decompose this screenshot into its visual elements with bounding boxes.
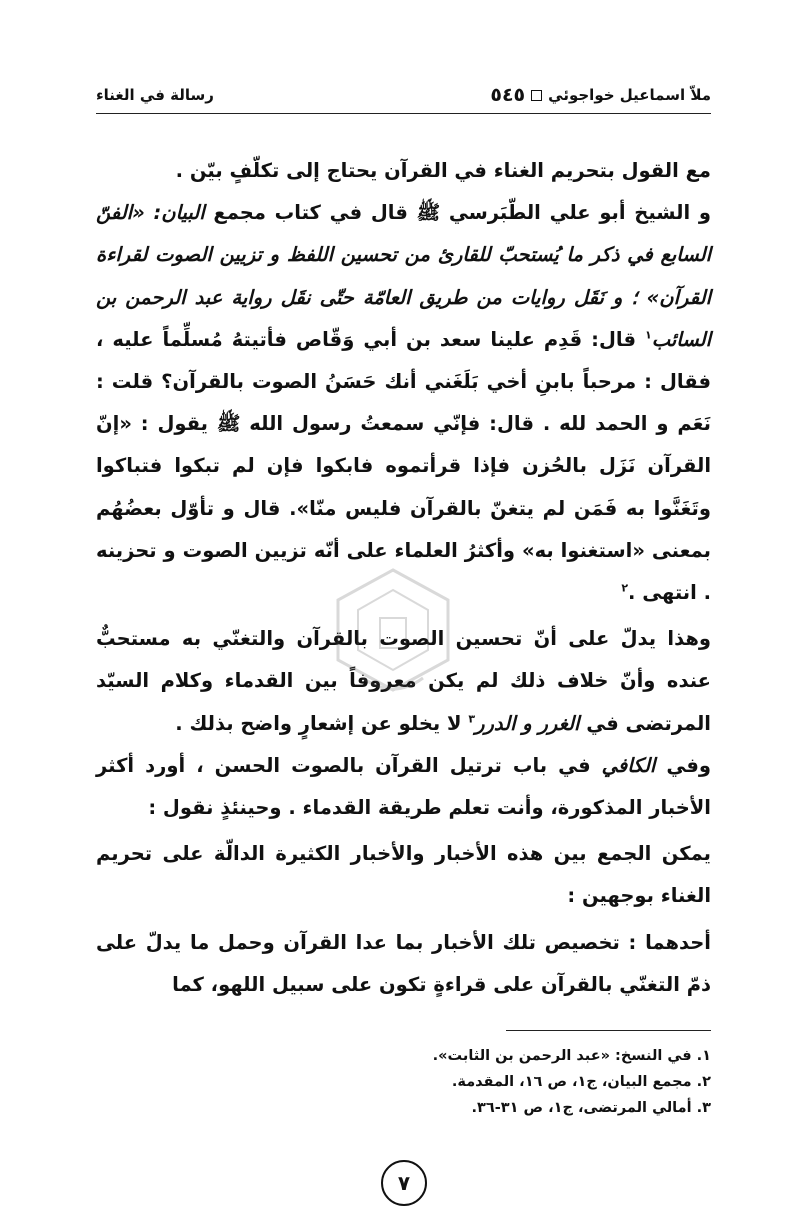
- paragraph: أحدهما : تخصيص تلك الأخبار بما عدا القرآن وحمل ما يدلّ على ذمّ التغنّي بالقرآن على قراءةٍ تكون على سبيل اللهو، كما: [96, 930, 711, 996]
- paragraph: وهذا يدلّ على أنّ تحسين الصوت بالقرآن والتغنّي به مستحبٌّ عنده وأنّ خلاف ذلك لم يكن معروفاً بين القدماء وكلام السيّد المرتضى في الغرر و الدرر$^٣$ لا يخلو عن إشعارٍ واضح بذلك .: [96, 627, 711, 735]
- header-page-code: ٥٤٥: [490, 84, 526, 106]
- square-ornament-icon: [531, 90, 542, 101]
- footnote: ١. في النسخ: «عبد الرحمن بن الثابت».: [432, 1048, 711, 1064]
- header-author-block: [490, 84, 711, 106]
- header-divider: [96, 113, 711, 114]
- running-title: رسالة في الغناء: [96, 86, 214, 104]
- footnote: ٣. أمالي المرتضى، ج١، ص ٣١-٣٦.: [471, 1100, 711, 1116]
- footnotes: [96, 1043, 711, 1121]
- footnote-divider: [506, 1030, 711, 1031]
- running-header: [96, 82, 711, 108]
- note-ref: ٢: [621, 581, 629, 595]
- paragraph: يمكن الجمع بين هذه الأخبار والأخبار الكثيرة الدالّة على تحريم الغناء بوجهين :: [96, 842, 711, 908]
- paragraph: مع القول بتحريم الغناء في القرآن يحتاج إلى تكلّفٍ بيّن .: [175, 159, 711, 182]
- paragraph: و الشيخ أبو علي الطّبَرسي ﷺ قال في كتاب مجمع البيان: «الفنّ السابع في ذكر ما يُستحبّ للقارئ من تحسين اللفظ و تزيين الصوت لقراءة القرآن» ؛ و نَقَل روايات من طريق العامّة حتّى نقَل رواية عبد الرحمن بن السائب$^١$ قال: قَدِم علينا سعد بن أبي وَقّاص فأتيتهُ مُسلِّماً عليه ، فقال : مرحباً بابنِ أخي بَلَغَني أنك حَسَنُ الصوت بالقرآن؟ قلت : نَعَم و الحمد لله . قال: فإنّي سمعتُ رسول الله ﷺ يقول : «إنّ القرآن نَزَل بالحُزن فإذا قرأتموه فابكوا فإن لم تبكوا فتباكوا وتَغَنَّوا به فَمَن لم يتغنّ بالقرآن فليس منّا». قال و تأوّل بعضُهُم بمعنى «استغنوا به» وأكثرُ العلماء على أنّه تزيين الصوت و تحزينه . انتهى .$^٢$: [96, 201, 712, 605]
- note-ref: ٣: [468, 712, 476, 726]
- footnote: ٢. مجمع البيان، ج١، ص ١٦، المقدمة.: [451, 1074, 711, 1090]
- page-number: ٧: [381, 1160, 427, 1206]
- main-text: [96, 150, 711, 1006]
- header-author: ملاّ اسماعيل خواجوئي: [548, 86, 711, 104]
- paragraph: وفي الكافي في باب ترتيل القرآن بالصوت الحسن ، أورد أكثر الأخبار المذكورة، وأنت تعلم طريقة القدماء . وحينئذٍ نقول :: [96, 753, 711, 820]
- note-ref: ١: [645, 328, 652, 342]
